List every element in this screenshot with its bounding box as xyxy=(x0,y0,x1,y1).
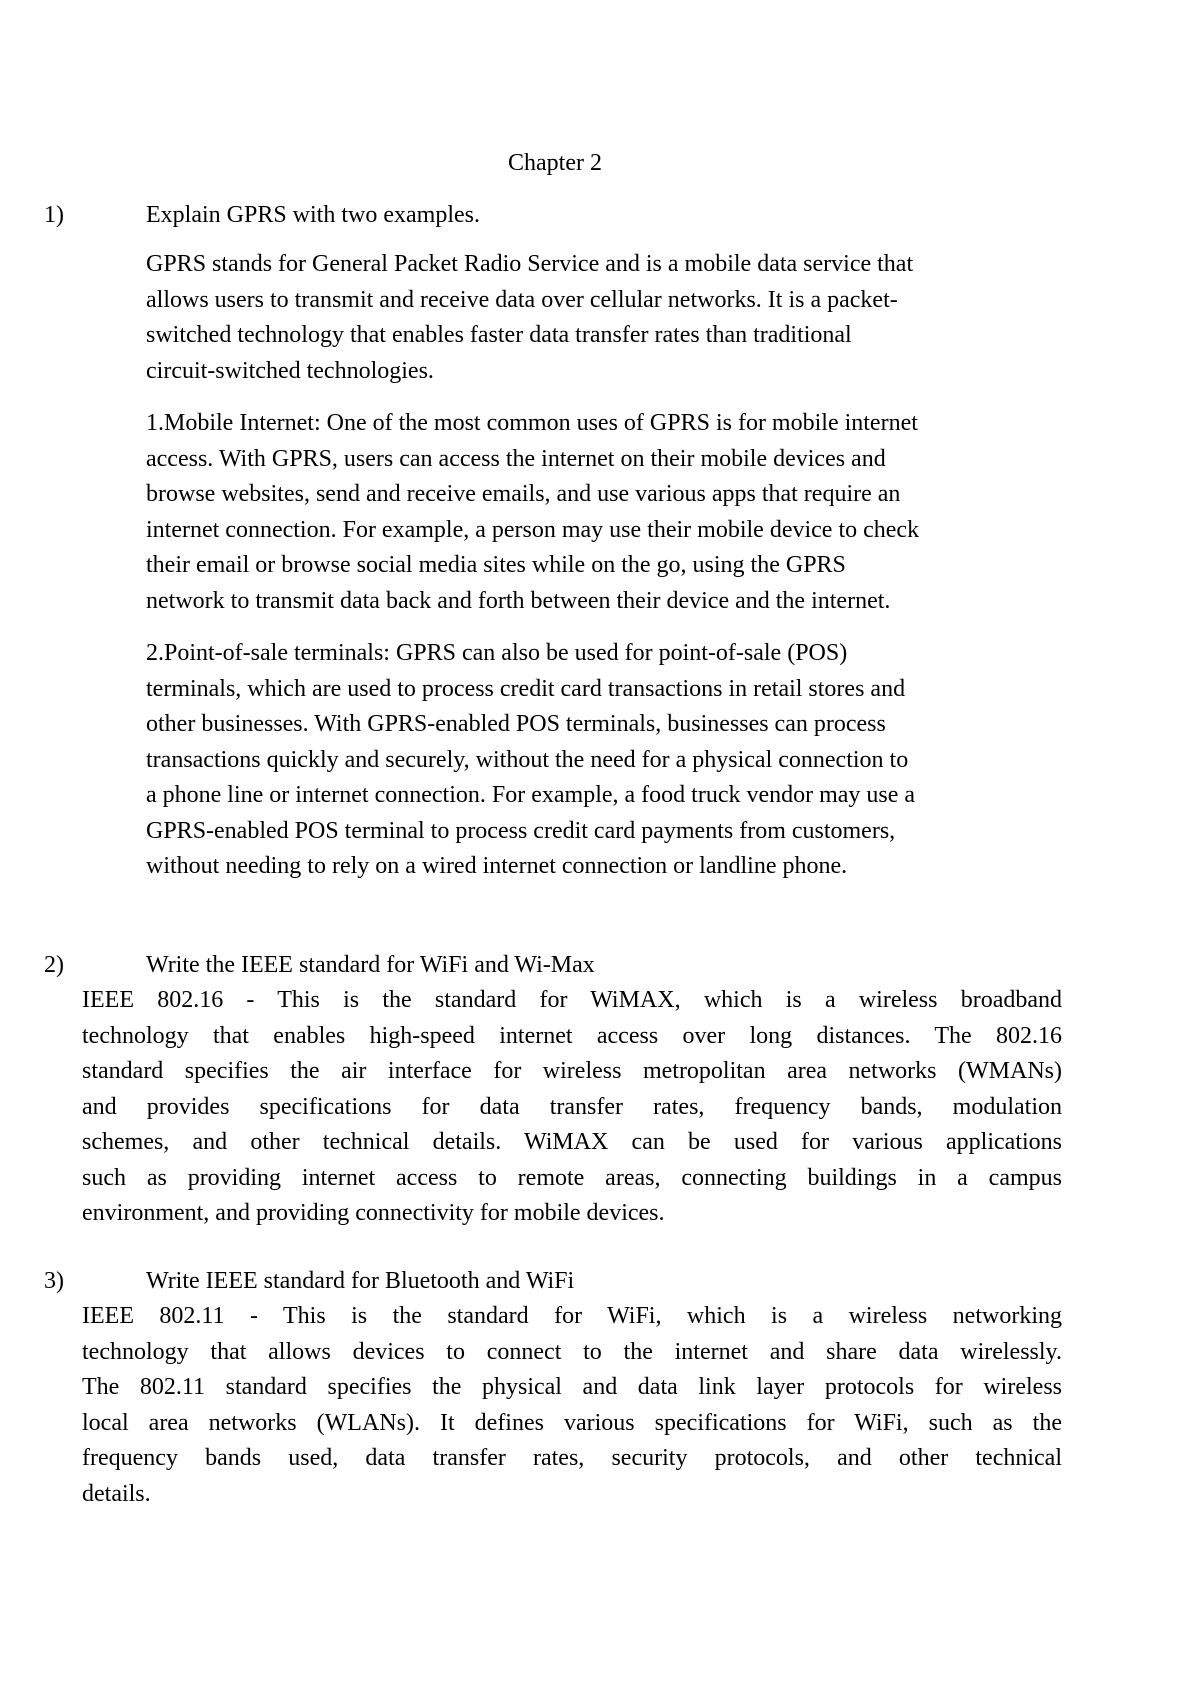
q3-answer-line: IEEE 802.11 - This is the standard for WiFi, which is a wireless networking xyxy=(82,1303,1062,1329)
question-3-text: Write IEEE standard for Bluetooth and WiFi xyxy=(146,1268,575,1294)
q1-intro-line: circuit-switched technologies. xyxy=(146,357,434,384)
q1-example-1-line: internet connection. For example, a person may use their mobile device to check xyxy=(146,516,920,543)
q3-answer-line: local area networks (WLANs). It defines various specifications for WiFi, such as the xyxy=(82,1409,1062,1436)
q2-answer-paragraph xyxy=(82,983,1062,1232)
question-1-text: Explain GPRS with two examples. xyxy=(146,202,480,228)
q2-answer-line: technology that enables high-speed internet access over long distances. The 802.16 xyxy=(82,1022,1062,1049)
q2-answer-line: schemes, and other technical details. WiMAX can be used for various applications xyxy=(82,1129,1062,1155)
q1-example-2-line: GPRS-enabled POS terminal to process credit card payments from customers, xyxy=(146,817,896,844)
question-3-number: 3) xyxy=(44,1268,64,1294)
q1-example-2-line: transactions quickly and securely, without the need for a physical connection to xyxy=(146,746,909,773)
q1-example-2-line: 2.Point-of-sale terminals: GPRS can also be used for point-of-sale (POS) xyxy=(146,640,848,666)
q2-answer-line: environment, and providing connectivity for mobile devices. xyxy=(82,1200,665,1226)
q1-example-2-line: without needing to rely on a wired internet connection or landline phone. xyxy=(146,853,848,879)
q2-answer-line: standard specifies the air interface for wireless metropolitan area networks (WMANs) xyxy=(82,1058,1062,1084)
q1-example-2-line: other businesses. With GPRS-enabled POS terminals, businesses can process xyxy=(146,711,886,737)
q1-example-2-line: a phone line or internet connection. For example, a food truck vendor may use a xyxy=(146,782,916,808)
q1-intro-line: switched technology that enables faster data transfer rates than traditional xyxy=(146,322,852,348)
q3-answer-line: frequency bands used, data transfer rates, security protocols, and other technical xyxy=(82,1445,1062,1471)
q2-answer-line: and provides specifications for data transfer rates, frequency bands, modulation xyxy=(82,1093,1062,1120)
q2-answer-line: such as providing internet access to remote areas, connecting buildings in a campus xyxy=(82,1164,1062,1191)
q3-answer-line: technology that allows devices to connect to the internet and share data wirelessly. xyxy=(82,1338,1062,1365)
q1-example-1-line: their email or browse social media sites while on the go, using the GPRS xyxy=(146,552,846,578)
question-2-number: 2) xyxy=(44,952,64,978)
q1-example-1-line: access. With GPRS, users can access the internet on their mobile devices and xyxy=(146,445,886,472)
q1-example-1-line: 1.Mobile Internet: One of the most common uses of GPRS is for mobile internet xyxy=(146,410,918,436)
q1-example-1-line: network to transmit data back and forth between their device and the internet. xyxy=(146,587,891,614)
question-1-number: 1) xyxy=(44,202,64,228)
q1-example-1-paragraph xyxy=(146,406,1066,619)
q3-answer-line: details. xyxy=(82,1480,151,1507)
page-title: Chapter 2 xyxy=(508,150,602,176)
q1-intro-paragraph xyxy=(146,247,1066,389)
q1-intro-line: GPRS stands for General Packet Radio Service and is a mobile data service that xyxy=(146,251,914,277)
q3-answer-paragraph xyxy=(82,1299,1062,1512)
q3-answer-line: The 802.11 standard specifies the physical and data link layer protocols for wireless xyxy=(82,1374,1062,1400)
q1-intro-line: allows users to transmit and receive data over cellular networks. It is a packet- xyxy=(146,286,898,313)
q1-example-2-paragraph xyxy=(146,636,1066,885)
question-2-text: Write the IEEE standard for WiFi and Wi-Max xyxy=(146,952,595,978)
q1-example-2-line: terminals, which are used to process credit card transactions in retail stores and xyxy=(146,675,906,702)
q1-example-1-line: browse websites, send and receive emails, and use various apps that require an xyxy=(146,481,901,507)
q2-answer-line: IEEE 802.16 - This is the standard for WiMAX, which is a wireless broadband xyxy=(82,987,1062,1013)
